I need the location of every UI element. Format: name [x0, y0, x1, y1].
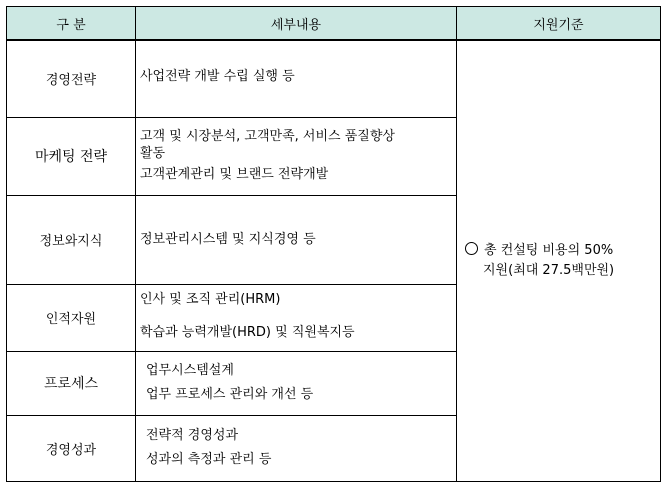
details-cell	[136, 40, 457, 117]
criteria-line-2: 지원(최대 27.5백만원)	[483, 263, 615, 279]
category-cell: 경영전략	[7, 40, 136, 117]
table-header-row	[7, 7, 661, 41]
table-row	[7, 40, 661, 117]
category-cell: 프로세스	[7, 351, 136, 415]
category-cell: 인적자원	[7, 284, 136, 351]
details-line: 성과의 측정과 관리 등	[146, 452, 272, 468]
header-criteria: 지원기준	[457, 7, 661, 41]
details-line: 고객관계관리 및 브랜드 전략개발	[140, 166, 329, 182]
criteria-text-1: 총 컨설팅 비용의 50%	[484, 243, 614, 259]
details-line: 활동	[140, 145, 166, 161]
details-cell	[136, 351, 457, 415]
category-cell: 마케팅 전략	[7, 117, 136, 195]
details-cell	[136, 284, 457, 351]
details-line: 학습과 능력개발(HRD) 및 직원복지등	[140, 324, 355, 340]
details-line: 업무 프로세스 관리와 개선 등	[146, 387, 314, 403]
details-line: 고객 및 시장분석, 고객만족, 서비스 품질향상	[140, 128, 395, 144]
details-line: 사업전략 개발 수립 실행 등	[140, 69, 295, 85]
circle-bullet-icon	[465, 242, 478, 255]
details-cell	[136, 195, 457, 284]
header-details: 세부내용	[136, 7, 457, 41]
header-category: 구 분	[7, 7, 136, 41]
details-line: 인사 및 조직 관리(HRM)	[140, 291, 281, 307]
criteria-line-1	[465, 241, 652, 261]
details-cell	[136, 117, 457, 195]
details-line: 업무시스템설계	[146, 363, 234, 379]
category-cell: 경영성과	[7, 415, 136, 481]
details-cell	[136, 415, 457, 481]
details-line: 정보관리시스템 및 지식경영 등	[140, 232, 316, 248]
support-table	[6, 6, 661, 482]
criteria-cell	[457, 40, 661, 481]
details-line: 전략적 경영성과	[146, 428, 239, 444]
category-cell: 정보와지식	[7, 195, 136, 284]
